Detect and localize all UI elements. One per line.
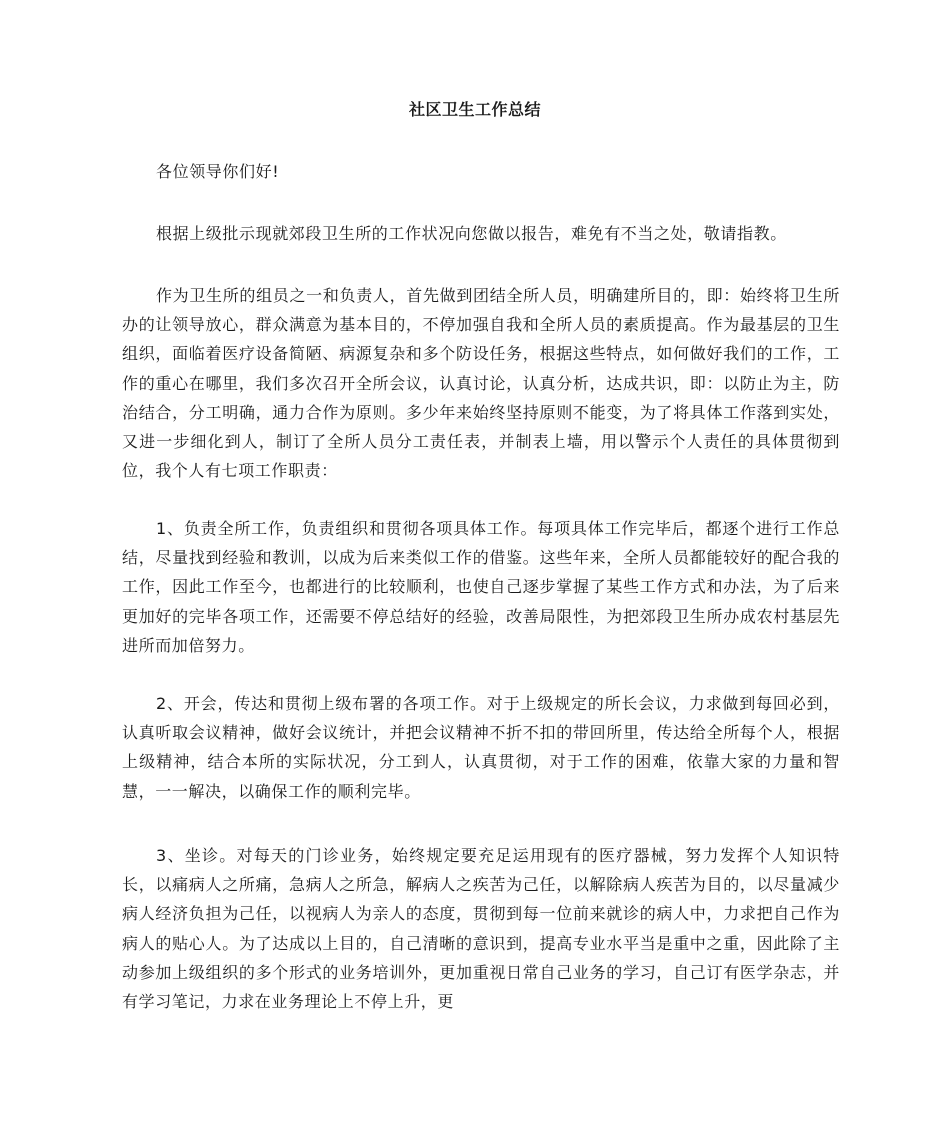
document-title: 社区卫生工作总结: [408, 100, 541, 119]
intro-paragraph: 根据上级批示现就郊段卫生所的工作状况向您做以报告，难免有不当之处，敬请指教。: [156, 224, 787, 243]
body-paragraph-responsibilities: 作为卫生所的组员之一和负责人，首先做到团结全所人员，明确建所目的，即：始终将卫生所办的让领导放心，群众满意为基本目的，不停加强自我和全所人员的素质提高。作为最基层的卫生组织，面临着医疗设备简陋、病源复杂和多个防设任务，根据这些特点，如何做好我们的工作，工作的重心在哪里，我们多次召开全所会议，认真讨论，认真分析，达成共识，即：以防止为主，防治结合，分工明确，通力合作为原则。多少年来始终坚持原则不能变，为了将具体工作落到实处，又进一步细化到人，制订了全所人员分工责任表，并制表上墙，用以警示个人责任的具体贯彻到位，我个人有七项工作职责：: [122, 286, 840, 481]
body-paragraph-duty-3: 3、坐诊。对每天的门诊业务，始终规定要充足运用现有的医疗器械，努力发挥个人知识特长，以痛病人之所痛，急病人之所急，解病人之疾苦为己任，以解除病人疾苦为目的，以尽量减少病人经济负担为己任，以视病人为亲人的态度，贯彻到每一位前来就诊的病人中，力求把自己作为病人的贴心人。为了达成以上目的，自己清晰的意识到，提高专业水平当是重中之重，因此除了主动参加上级组织的多个形式的业务培训外，更加重视日常自己业务的学习，自己订有医学杂志，并有学习笔记，力求在业务理论上不停上升，更: [122, 846, 840, 1012]
greeting-paragraph: 各位领导你们好!: [156, 162, 280, 181]
body-paragraph-duty-2: 2、开会，传达和贯彻上级布署的各项工作。对于上级规定的所长会议，力求做到每回必到，认真听取会议精神，做好会议统计，并把会议精神不折不扣的带回所里，传达给全所每个人，根据上级精神，结合本所的实际状况，分工到人，认真贯彻，对于工作的困难，依靠大家的力量和智慧，一一解决，以确保工作的顺利完毕。: [122, 694, 840, 801]
body-paragraph-duty-1: 1、负责全所工作，负责组织和贯彻各项具体工作。每项具体工作完毕后，都逐个进行工作总结，尽量找到经验和教训，以成为后来类似工作的借鉴。这些年来，全所人员都能较好的配合我的工作，因此工作至今，也都进行的比较顺利，也使自己逐步掌握了某些工作方式和办法，为了后来更加好的完毕各项工作，还需要不停总结好的经验，改善局限性，为把郊段卫生所办成农村基层先进所而加倍努力。: [122, 519, 840, 655]
